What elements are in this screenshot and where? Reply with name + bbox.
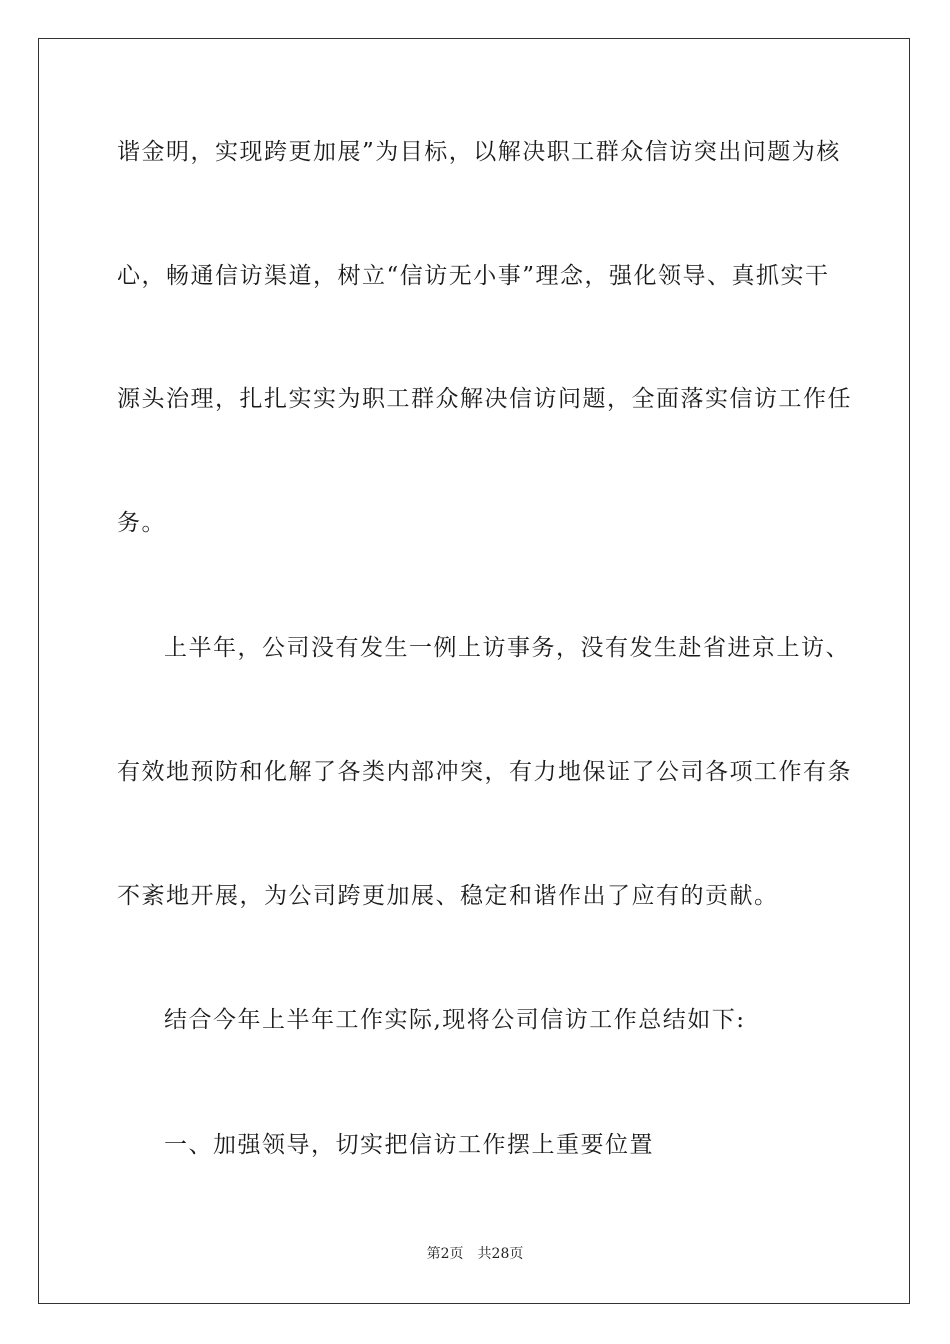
section-heading: 一、加强领导，切实把信访工作摆上重要位置 — [164, 1132, 654, 1158]
paragraph-3-line-1: 结合今年上半年工作实际,现将公司信访工作总结如下: — [164, 1007, 746, 1033]
paragraph-2-line-1: 上半年，公司没有发生一例上访事务，没有发生赴省进京上访、 — [164, 635, 850, 661]
paragraph-2-line-3: 不紊地开展，为公司跨更加展、稳定和谐作出了应有的贡献。 — [117, 883, 779, 909]
page-number-footer: 第2页 共28页 — [426, 1246, 524, 1262]
body-line-1: 谐金明，实现跨更加展”为目标，以解决职工群众信访突出问题为核 — [117, 139, 841, 165]
paragraph-2-line-2: 有效地预防和化解了各类内部冲突，有力地保证了公司各项工作有条 — [117, 759, 852, 785]
body-line-4: 务。 — [117, 510, 166, 536]
body-line-3: 源头治理，扎扎实实为职工群众解决信访问题，全面落实信访工作任 — [117, 386, 852, 412]
body-line-2: 心，畅通信访渠道，树立“信访无小事”理念，强化领导、真抓实干 — [117, 263, 830, 289]
page-border — [38, 38, 910, 1304]
